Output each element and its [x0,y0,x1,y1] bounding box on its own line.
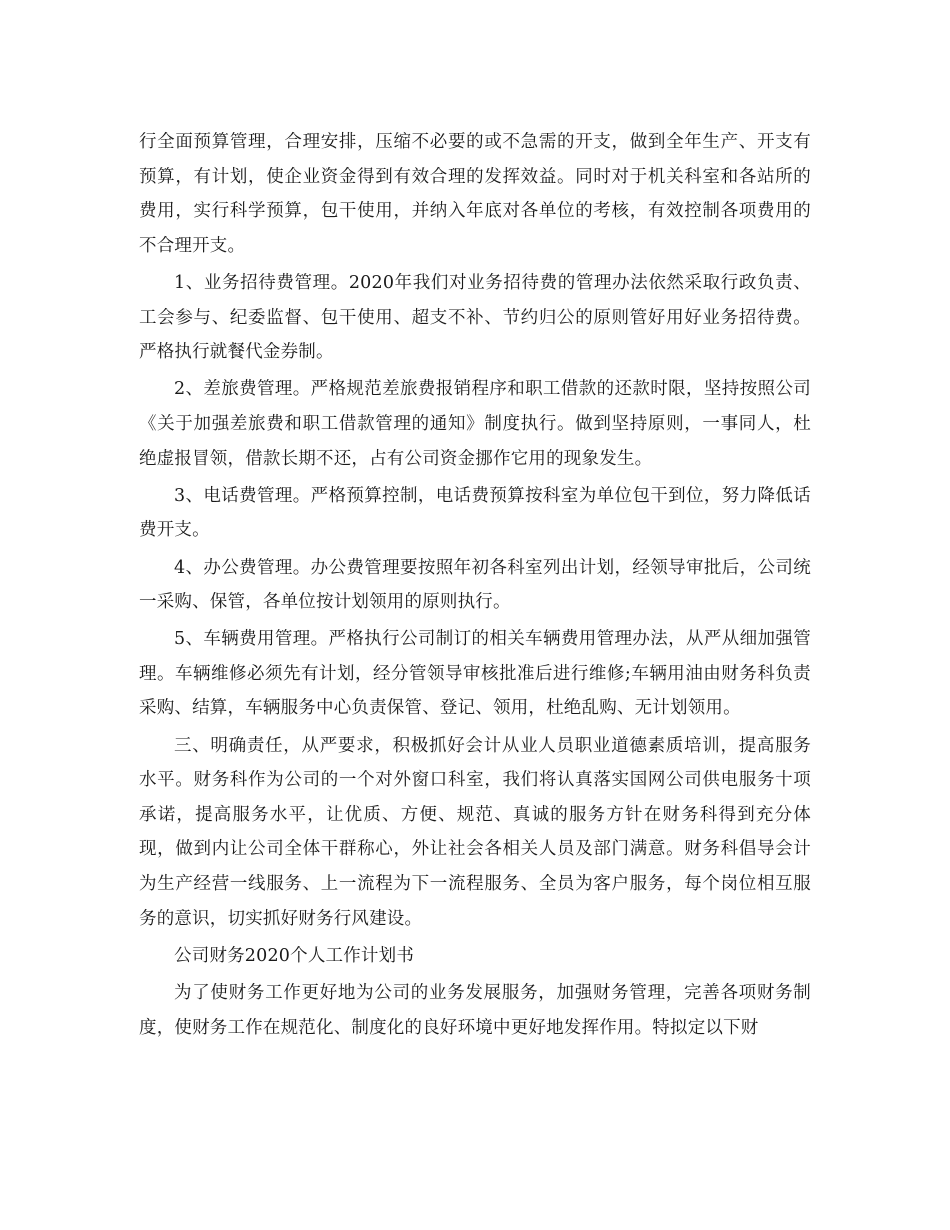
paragraph-office-expense: 4、办公费管理。办公费管理要按照年初各科室列出计划，经领导审批后，公司统一采购、保管，各单位按计划领用的原则执行。 [139,557,811,613]
document-body [139,125,811,1045]
paragraph-responsibility: 三、明确责任，从严要求，积极抓好会计从业人员职业道德素质培训，提高服务水平。财务科作为公司的一个对外窗口科室，我们将认真落实国网公司供电服务十项承诺，提高服务水平，让优质、方便、规范、真诚的服务方针在财务科得到充分体现，做到内让公司全体干群称心，外让社会各相关人员及部门满意。财务科倡导会计为生产经营一线服务、上一流程为下一流程服务、全员为客户服务，每个岗位相互服务的意识，切实抓好财务行风建设。 [139,735,811,929]
paragraph-phone-expense: 3、电话费管理。严格预算控制，电话费预算按科室为单位包干到位，努力降低话费开支。 [139,485,811,541]
paragraph-plan-intro: 为了使财务工作更好地为公司的业务发展服务，加强财务管理，完善各项财务制度，使财务工作在规范化、制度化的良好环境中更好地发挥作用。特拟定以下财 [139,983,811,1038]
paragraph-travel-expense: 2、差旅费管理。严格规范差旅费报销程序和职工借款的还款时限，坚持按照公司《关于加强差旅费和职工借款管理的通知》制度执行。做到坚持原则，一事同人，杜绝虚报冒领，借款长期不还，占有公司资金挪作它用的现象发生。 [139,379,811,469]
paragraph-entertainment-expense: 1、业务招待费管理。2020年我们对业务招待费的管理办法依然采取行政负责、工会参与、纪委监督、包干使用、超支不补、节约归公的原则管好用好业务招待费。严格执行就餐代金券制。 [139,272,811,363]
paragraph-budget-intro: 行全面预算管理，合理安排，压缩不必要的或不急需的开支，做到全年生产、开支有预算，有计划，使企业资金得到有效合理的发挥效益。同时对于机关科室和各站所的费用，实行科学预算，包干使用，并纳入年底对各单位的考核，有效控制各项费用的不合理开支。 [139,132,811,256]
section-title: 公司财务2020个人工作计划书 [174,945,415,966]
paragraph-vehicle-expense: 5、车辆费用管理。严格执行公司制订的相关车辆费用管理办法，从严从细加强管理。车辆维修必须先有计划，经分管领导审核批准后进行维修;车辆用油由财务科负责采购、结算，车辆服务中心负责保管、登记、领用，杜绝乱购、无计划领用。 [139,629,811,719]
